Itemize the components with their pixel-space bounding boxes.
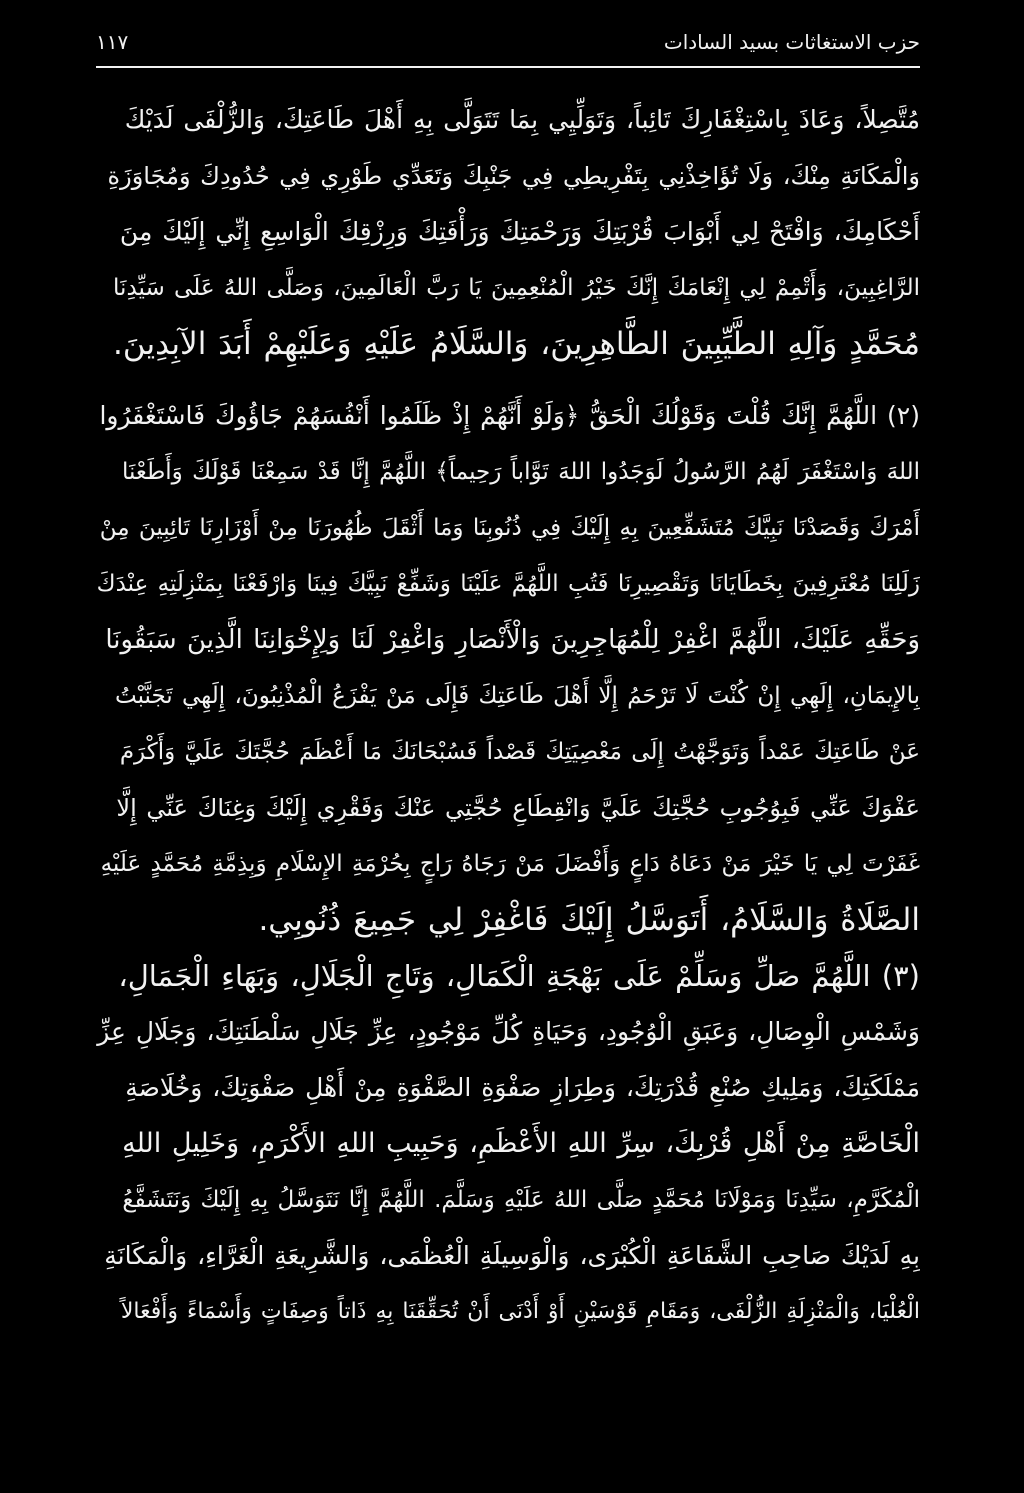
text-line: عَنْ طَاعَتِكَ عَمْداً وَتَوَجَّهْتُ إِلَى مَعْصِيَتِكَ قَصْداً فَسُبْحَانَكَ مَا أَعْظَمَ حُجَّتَكَ عَلَيَّ وَأَكْرَمَ bbox=[119, 739, 920, 765]
text-line: الْعُلْيَا، وَالْمَنْزِلَةِ الزُّلْفَى، وَمَقَامِ قَوْسَيْنِ أَوْ أَدْنَى أَنْ تُحَقِّقَنَا بِهِ ذَاتاً وَصِفَاتٍ وَأَسْمَاءً وَأَفْعَالاً bbox=[120, 1299, 920, 1324]
text-line: وَحَقِّهِ عَلَيْكَ، اللَّهُمَّ اغْفِرْ لِلْمُهَاجِرِينَ وَالْأَنْصَارِ وَاغْفِرْ لَنَا وَلِإِخْوَانِنَا الَّذِينَ سَبَقُونَا bbox=[105, 625, 920, 655]
text-line: الْخَاصَّةِ مِنْ أَهْلِ قُرْبِكَ، سِرِّ اللهِ الأَعْظَمِ، وَحَبِيبِ اللهِ الأَكْرَمِ، وَخَلِيلِ اللهِ bbox=[122, 1128, 920, 1159]
text-line: الْمُكَرَّمِ، سَيِّدِنَا وَمَوْلَانَا مُحَمَّدٍ صَلَّى اللهُ عَلَيْهِ وَسَلَّمَ. اللَّهُمَّ إِنَّا نَتَوَسَّلُ بِهِ إِلَيْكَ وَنَتَشَفَّعُ bbox=[122, 1187, 920, 1213]
text-line: (٣) اللَّهُمَّ صَلِّ وَسَلِّمْ عَلَى بَهْجَةِ الْكَمَالِ، وَتَاجِ الْجَلَالِ، وَبَهَاءِ الْجَمَالِ، bbox=[118, 959, 920, 993]
text-line: بِهِ لَدَيْكَ صَاحِبِ الشَّفَاعَةِ الْكُبْرَى، وَالْوَسِيلَةِ الْعُظْمَى، وَالشَّرِيعَةِ الْغَرَّاءِ، وَالْمَكَانَةِ bbox=[104, 1241, 920, 1270]
text-line: الصَّلَاةُ وَالسَّلَامُ، أَتَوَسَّلُ إِلَيْكَ فَاغْفِرْ لِي جَمِيعَ ذُنُوبِي. bbox=[258, 902, 920, 938]
text-line: غَفَرْتَ لِي يَا خَيْرَ مَنْ دَعَاهُ دَاعٍ وَأَفْضَلَ مَنْ رَجَاهُ رَاجٍ بِحُرْمَةِ الإِسْلَامِ وَبِذِمَّةِ مُحَمَّدٍ عَلَيْهِ bbox=[100, 851, 920, 877]
running-title: حزب الاستغاثات بسيد السادات bbox=[663, 30, 920, 54]
paragraph-1 bbox=[96, 92, 920, 372]
text-line: (٢) اللَّهُمَّ إِنَّكَ قُلْتَ وَقَوْلُكَ الْحَقُّ ﴿وَلَوْ أَنَّهُمْ إِذْ ظَلَمُوا أَنْفُسَهُمْ جَاؤُوكَ فَاسْتَغْفَرُوا bbox=[99, 401, 920, 430]
text-line: أَمْرَكَ وَقَصَدْنَا نَبِيَّكَ مُتَشَفِّعِينَ بِهِ إِلَيْكَ فِي ذُنُوبِنَا وَمَا أَثْقَلَ ظُهُورَنَا مِنْ أَوْزَارِنَا تَائِبِينَ مِنْ bbox=[99, 515, 920, 541]
text-line: مَمْلَكَتِكَ، وَمَلِيكِ صُنْعِ قُدْرَتِكَ، وَطِرَازِ صَفْوَةِ الصَّفْوَةِ مِنْ أَهْلِ صَفْوَتِكَ، وَخُلَاصَةِ bbox=[125, 1073, 920, 1102]
text-line: مُحَمَّدٍ وَآلِهِ الطَّيِّبِينَ الطَّاهِرِينَ، وَالسَّلَامُ عَلَيْهِ وَعَلَيْهِمْ أَبَدَ الآبِدِينَ. bbox=[113, 326, 920, 362]
text-line: وَشَمْسِ الْوِصَالِ، وَعَبَقِ الْوُجُودِ، وَحَيَاةِ كُلِّ مَوْجُودٍ، عِزِّ جَلَالِ سَلْطَنَتِكَ، وَجَلَالِ عِزِّ bbox=[97, 1017, 920, 1046]
paragraph-3 bbox=[96, 948, 920, 1340]
text-line: بِالإِيمَانِ، إِلَهِي إِنْ كُنْتَ لَا تَرْحَمُ إِلَّا أَهْلَ طَاعَتِكَ فَإِلَى مَنْ يَفْزَعُ الْمُذْنِبُونَ، إِلَهِي تَجَنَّبْتُ bbox=[114, 683, 920, 709]
text-line: وَالْمَكَانَةِ مِنْكَ، وَلَا تُؤَاخِذْنِي بِتَفْرِيطِي فِي جَنْبِكَ وَتَعَدِّي طَوْرِي فِي حُدُودِكَ وَمُجَاوَزَةِ bbox=[107, 162, 920, 190]
text-line: زَلَلِنَا مُعْتَرِفِينَ بِخَطَايَانَا وَتَقْصِيرِنَا فَتُبِ اللَّهُمَّ عَلَيْنَا وَشَفِّعْ نَبِيَّكَ فِينَا وَارْفَعْنَا بِمَنْزِلَتِهِ عِنْدَكَ bbox=[96, 571, 920, 597]
page-number: ١١٧ bbox=[96, 30, 129, 54]
text-line: الرَّاغِبِينَ، وَأَتْمِمْ لِي إِنْعَامَكَ إِنَّكَ خَيْرُ الْمُنْعِمِينَ يَا رَبَّ الْعَالَمِينَ، وَصَلَّى اللهُ عَلَى سَيِّدِنَا bbox=[113, 275, 920, 301]
header-divider bbox=[96, 66, 920, 68]
text-line: عَفْوَكَ عَنِّي فَبِوُجُوبِ حُجَّتِكَ عَلَيَّ وَانْقِطَاعِ حُجَّتِي عَنْكَ وَفَقْرِي إِلَيْكَ وَغِنَاكَ عَنِّي إِلَّا bbox=[116, 794, 920, 822]
paragraph-2 bbox=[96, 388, 920, 948]
text-line: اللهَ وَاسْتَغْفَرَ لَهُمُ الرَّسُولُ لَوَجَدُوا اللهَ تَوَّاباً رَحِيماً﴾ اللَّهُمَّ إِنَّا قَدْ سَمِعْنَا قَوْلَكَ وَأَطَعْنَا bbox=[121, 459, 920, 485]
text-line: أَحْكَامِكَ، وَافْتَحْ لِي أَبْوَابَ قُرْبَتِكَ وَرَحْمَتِكَ وَرَأْفَتِكَ وَرِزْقِكَ الْوَاسِعِ إِنِّي إِلَيْكَ مِنَ bbox=[119, 217, 920, 246]
page-header bbox=[96, 22, 920, 62]
text-line: مُتَّصِلاً، وَعَاذَ بِاسْتِغْفَارِكَ تَائِباً، وَتَوَلِّيِي بِمَا تَتَوَلَّى بِهِ أَهْلَ طَاعَتِكَ، وَالزُّلْفَى لَدَيْكَ bbox=[124, 105, 920, 134]
